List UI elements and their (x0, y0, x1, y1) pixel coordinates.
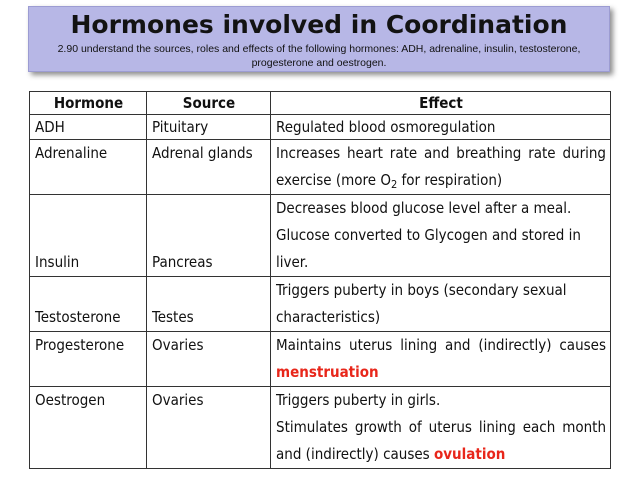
table-row (30, 115, 611, 140)
effect-text: Maintains uterus lining and (indirectly) causes (276, 336, 606, 354)
source-cell: Testes (147, 277, 271, 332)
page-title: Hormones involved in Coordination (70, 10, 568, 39)
page-subtitle: 2.90 understand the sources, roles and effects of the following hormones: ADH, adrenaline, insulin, testosterone, progesterone and oestrogen. (57, 43, 581, 69)
effect-cell: Decreases blood glucose level after a meal. Glucose converted to Glycogen and stored in liver. (271, 195, 611, 277)
effect-text: for respiration) (397, 171, 503, 189)
table-header-row (30, 92, 611, 115)
effect-text: Triggers puberty in girls. (276, 391, 441, 409)
effect-text-line (276, 414, 606, 468)
column-header-source: Source (147, 92, 271, 115)
effect-cell (271, 332, 611, 387)
source-cell: Ovaries (147, 332, 271, 387)
hormone-cell: Insulin (30, 195, 147, 277)
title-banner (28, 6, 610, 72)
hormone-cell: Adrenaline (30, 140, 147, 195)
source-cell: Pituitary (147, 115, 271, 140)
table-row (30, 387, 611, 469)
effect-cell: Regulated blood osmoregulation (271, 115, 611, 140)
table-row (30, 332, 611, 387)
effect-text: Stimulates growth of uterus lining each month and (indirectly) causes (276, 418, 606, 463)
hormone-table (29, 91, 611, 469)
hormone-cell: Oestrogen (30, 387, 147, 469)
column-header-hormone: Hormone (30, 92, 147, 115)
effect-cell: Triggers puberty in boys (secondary sexual characteristics) (271, 277, 611, 332)
column-header-effect: Effect (271, 92, 611, 115)
table-row (30, 277, 611, 332)
effect-text: Increases heart rate and breathing rate during exercise (more O (276, 144, 606, 189)
source-cell: Adrenal glands (147, 140, 271, 195)
effect-cell (271, 387, 611, 469)
table-row (30, 195, 611, 277)
effect-subscript: 2 (390, 178, 398, 191)
source-cell: Ovaries (147, 387, 271, 469)
source-cell: Pancreas (147, 195, 271, 277)
highlight-term: menstruation (276, 363, 379, 381)
highlight-term: ovulation (433, 445, 506, 463)
hormone-cell: ADH (30, 115, 147, 140)
table-row (30, 140, 611, 195)
effect-cell (271, 140, 611, 195)
hormone-cell: Progesterone (30, 332, 147, 387)
hormone-cell: Testosterone (30, 277, 147, 332)
